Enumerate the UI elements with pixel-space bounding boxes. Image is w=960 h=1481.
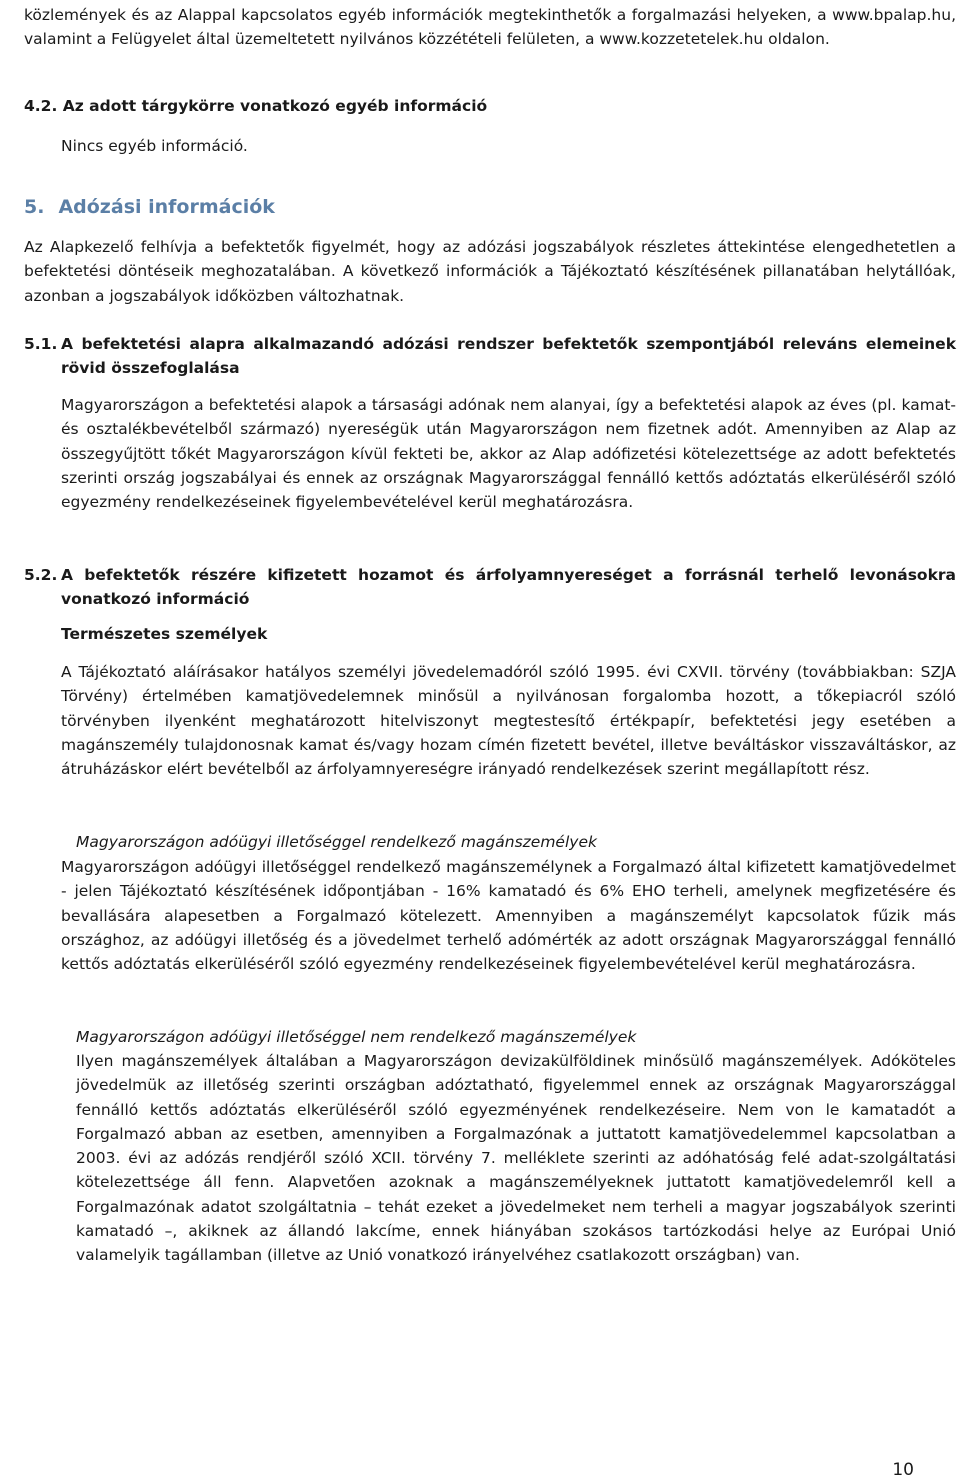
section-5-title: Adózási információk	[58, 196, 275, 218]
section-5-heading	[24, 196, 275, 218]
section-5-1-title: A befektetési alapra alkalmazandó adózási rendszer befektetők szempontjából releváns elemeinek rövid összefoglalása	[61, 335, 956, 378]
section-4-2-number: 4.2.	[24, 97, 58, 115]
section-4-2-heading	[24, 97, 487, 115]
section-5-1-heading	[24, 332, 956, 381]
resident-subheading: Magyarországon adóügyi illetőséggel rendelkező magánszemélyek	[76, 833, 597, 851]
natural-persons-body: A Tájékoztató aláírásakor hatályos személyi jövedelemadóról szóló 1995. évi CXVII. törvény (továbbiakban: SZJA Törvény) értelmében kamatjövedelemnek minősül a nyilvánosan forgalomba hozott, a tőkepiacról szóló törvényben ilyenként meghatározott hitelviszonyt megtestesítő értékpapír, befektetési jegy esetében a magánszemély tulajdonosnak kamat és/vagy hozam címén fizetett bevétel, illetve beváltáskor visszaváltáskor, az átruházáskor elért bevételből az árfolyamnyereségre irányadó rendelkezések szerint megállapított rész.	[61, 663, 956, 779]
non-resident-body: Ilyen magánszemélyek általában a Magyarországon devizakülföldinek minősülő magánszemélyek. Adóköteles jövedelmük az illetőség szerinti országban adóztatható, figyelemmel ennek az országnak Magyarországgal fennálló kettős adóztatás elkerüléséről szóló egyezményének rendelkezéseire. Nem von le kamatadót a Forgalmazó abban az esetben, amennyiben a Forgalmazónak a juttatott kamatjövedelemmel kapcsolatban a 2003. évi az adózás rendjéről szóló XCII. törvény 7. melléklete szerinti az adóhatóság felé adat-szolgáltatási kötelezettsége áll fenn. Alapvetően azoknak a magánszemélyeknek juttatott kamatjövedelemről kell a Forgalmazónak adatot szolgáltatnia – tehát ezeket a jövedelmeket nem terheli a magyar jogszabályok szerinti kamatadó –, akiknek az állandó lakcíme, ennek hiányában szokásos tartózkodási helye az Európai Unió valamelyik tagállamban (illetve az Unió vonatkozó irányelvéhez csatlakozott országban) van.	[76, 1052, 956, 1265]
section-5-2-heading	[24, 563, 956, 612]
section-4-2-body: Nincs egyéb információ.	[61, 137, 248, 155]
page-number: 10	[892, 1460, 914, 1480]
non-resident-subheading: Magyarországon adóügyi illetőséggel nem rendelkező magánszemélyek	[76, 1028, 637, 1046]
intro-paragraph: közlemények és az Alappal kapcsolatos egyéb információk megtekinthetők a forgalmazási helyeken, a www.bpalap.hu, valamint a Felügyelet által üzemeltetett nyilvános közzétételi felületen, a www.kozzetetelek.hu oldalon.	[24, 6, 956, 49]
section-5-2-title: A befektetők részére kifizetett hozamot és árfolyamnyereséget a forrásnál terhelő levonásokra vonatkozó információ	[61, 566, 956, 609]
resident-body: Magyarországon adóügyi illetőséggel rendelkező magánszemélynek a Forgalmazó által kifizetett kamatjövedelmet - jelen Tájékoztató készítésének időpontjában - 16% kamatadó és 6% EHO terheli, amelynek megfizetésére és bevallására alapesetben a Forgalmazó kötelezett. Amennyiben a magánszemélyt kapcsolatok fűzik más országhoz, az adóügyi illetőség és a jövedelmet terhelő adómérték az adott országnak Magyarországgal fennálló kettős adóztatás elkerüléséről szóló egyezmény rendelkezéseinek figyelembevételével kerül meghatározásra.	[61, 858, 956, 974]
section-5-number: 5.	[24, 196, 45, 218]
section-5-1-number: 5.1.	[24, 335, 58, 353]
natural-persons-subheading: Természetes személyek	[61, 625, 268, 643]
section-5-1-body: Magyarországon a befektetési alapok a társasági adónak nem alanyai, így a befektetési alapok az éves (pl. kamat-és osztalékbevételből származó) nyereségük után Magyarországon nem fizetnek adót. Amennyiben az Alap az összegyűjtött tőkét Magyarországon kívül fekteti be, akkor az Alap adófizetési kötelezettsége az adott befektetés szerinti ország jogszabályai és ennek az országnak Magyarországgal fennálló kettős adóztatás elkerüléséről szóló egyezmény rendelkezéseinek figyelembevételével kerül meghatározásra.	[61, 396, 956, 512]
section-5-2-number: 5.2.	[24, 566, 58, 584]
section-5-body: Az Alapkezelő felhívja a befektetők figyelmét, hogy az adózási jogszabályok részletes áttekintése elengedhetetlen a befektetési döntéseik meghozatalában. A következő információk a Tájékoztató készítésének pillanatában helytállóak, azonban a jogszabályok időközben változhatnak.	[24, 238, 956, 305]
section-4-2-title: Az adott tárgykörre vonatkozó egyéb információ	[62, 97, 488, 115]
